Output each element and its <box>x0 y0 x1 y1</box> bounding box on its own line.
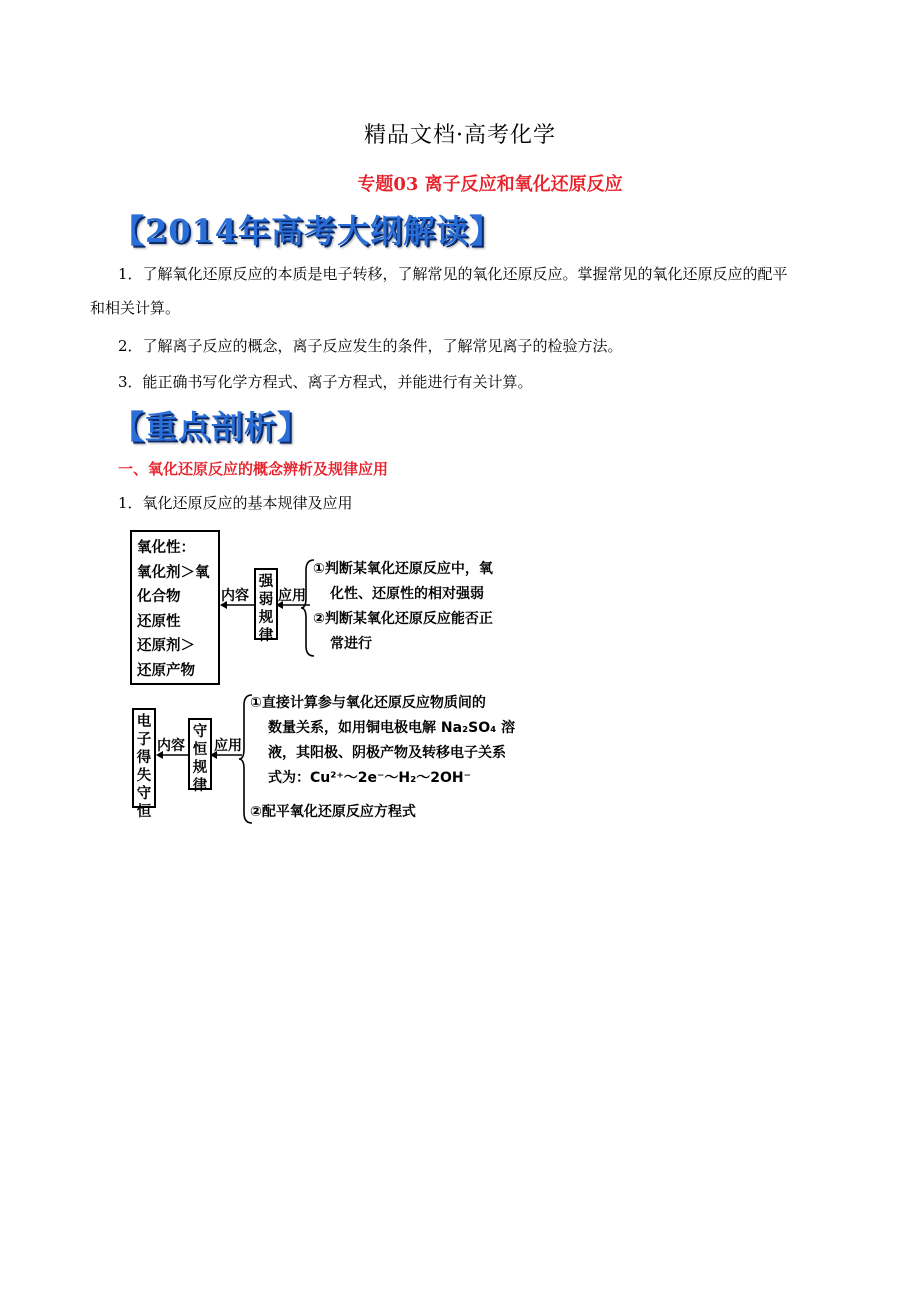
application-line: 常进行 <box>330 636 372 652</box>
outline-item-2: 2．了解离子反应的概念，离子反应发生的条件，了解常见离子的检验方法。 <box>118 337 623 355</box>
application-line: 液，其阳极、阴极产物及转移电子关系 <box>268 745 506 761</box>
rule-box-conservation: 守 恒 规 律 <box>188 718 212 790</box>
section-title: 一、氧化还原反应的概念辨析及规律应用 <box>118 460 389 478</box>
outline-item-3: 3．能正确书写化学方程式、离子方程式，并能进行有关计算。 <box>118 373 533 391</box>
outline-item-1-line1: 1．了解氧化还原反应的本质是电子转移，了解常见的氧化还原反应。掌握常见的氧化还原反应的配平 <box>118 265 788 283</box>
rule-box-strength: 强 弱 规 律 <box>254 568 278 640</box>
concept-box-oxidation <box>130 530 220 685</box>
concept-line: 氧化剂＞氧 <box>137 564 210 581</box>
application-line: 式为：Cu²⁺～2e⁻～H₂～2OH⁻ <box>268 770 471 786</box>
topic-subtitle: 专题03 离子反应和氧化还原反应 <box>357 174 623 195</box>
section-subtitle: 1．氧化还原反应的基本规律及应用 <box>118 494 353 512</box>
label-apply-2: 应用 <box>214 738 242 754</box>
application-line: ②配平氧化还原反应方程式 <box>250 804 416 820</box>
application-line: 数量关系，如用铜电极电解 Na₂SO₄ 溶 <box>268 720 516 736</box>
concept-line: 还原剂＞ <box>137 638 195 654</box>
concept-line: 化合物 <box>137 589 181 605</box>
label-apply-1: 应用 <box>278 588 306 604</box>
application-line: ②判断某氧化还原反应能否正 <box>313 611 493 627</box>
label-content-2: 内容 <box>157 738 185 754</box>
concept-line: 还原产物 <box>137 662 195 679</box>
application-line: ①直接计算参与氧化还原反应物质间的 <box>250 695 486 711</box>
outline-item-1-line2: 和相关计算。 <box>90 299 181 317</box>
analysis-banner: 【重点剖析】 <box>112 408 311 446</box>
application-line: 化性、还原性的相对强弱 <box>330 586 484 602</box>
concept-box-electron-conservation: 电 子 得 失 守 恒 <box>132 708 156 808</box>
application-line: ①判断某氧化还原反应中，氧 <box>313 561 493 577</box>
label-content-1: 内容 <box>221 588 249 604</box>
outline-banner: 【2014年高考大纲解读】 <box>112 212 503 250</box>
concept-line: 还原性 <box>137 613 181 630</box>
concept-line: 氧化性： <box>137 540 195 556</box>
page-title: 精品文档·高考化学 <box>364 123 556 148</box>
